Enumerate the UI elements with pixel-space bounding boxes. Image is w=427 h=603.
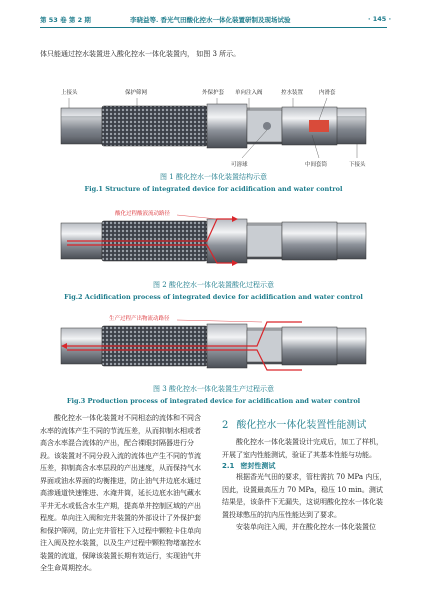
subsection-2-1-number: 2.1 (222, 462, 235, 470)
left-column-paragraph: 酸化控水一体化装置对不同相态的流体和不同含水率的流体产生不同的节流压差，从而抑制水相或者高含水率混合流体的产出，配合裸眼封隔器进行分段。该装置对不同分段入流的流体也产生不同的节流压差，抑制高含水率层段的产出速度，从而保持气水界面或油水界面的均衡推进，防止油气井边底水通过高渗通道快速锥进、水淹井筒，延长边底水油气藏水平井无水或低含水生产期，提高单井控制区域的产出程度。单向注入阀和完井装置的外部设计了外保护套和保护筛网，防止完井管柱下入过程中颗粒卡住单向注入阀及控水装置，以及生产过程中颗粒物堵塞控水装置的流道，保障该装置长期有效运行，实现油气井全生命周期控水。 (40, 414, 201, 572)
header-rule (40, 27, 387, 28)
section-2-heading (222, 416, 387, 431)
figure-2-diagram (57, 205, 370, 273)
fig1-label-dissolvable-ball: 可溶球 (231, 162, 248, 168)
fig1-label-water-control: 控水装置 (281, 90, 304, 96)
section-2-number: 2 (222, 420, 229, 431)
right-column (222, 412, 387, 534)
subsection-2-1-paragraph-1: 根据香光气田的要求，管柱需抗 70 MPa 内压，因此，设置最高压力 70 MPa，稳压 10 min。测试结果是，该条件下无漏失，这说明酸化控水一体化装置投球憋压的抗内压性能达到了要求。 (222, 473, 387, 519)
journal-volume: 第 53 卷 第 2 期 (40, 16, 91, 24)
section-2-intro: 酸化控水一体化装置设计完成后，加工了样机，开展了室内性能测试，验证了其基本性能与功能。 (222, 438, 383, 459)
figure-3-diagram (57, 310, 370, 378)
subsection-2-1-heading (222, 461, 387, 471)
fig1-label-screen: 保护筛网 (125, 90, 148, 96)
fig3-annotation: 生产过程产出物流动路径 (109, 316, 170, 322)
fig1-label-outer-sleeve: 外保护套 (202, 90, 225, 96)
figure-3-caption-en: Fig.3 Production process of integrated device for acidification and water control (66, 397, 361, 405)
page-header (0, 0, 427, 32)
running-title: 李晓益等. 香光气田酸化控水一体化装置研制及现场试验 (130, 16, 291, 24)
intro-paragraph: 体只能通过控水装置进入酸化控水一体化装置内， 如图 3 所示。 (40, 50, 241, 58)
fig1-label-bottom-sub: 下接头 (349, 162, 366, 168)
fig1-label-inner-sleeve: 内滑套 (319, 90, 336, 96)
fig2-annotation: 酸化过程酸液流动路径 (115, 211, 171, 217)
fig1-label-middle-sleeve: 中间套筒 (305, 162, 328, 168)
figure-1-diagram (57, 80, 370, 170)
page-number: · 145 · (368, 15, 392, 23)
fig1-label-top-sub: 上接头 (61, 90, 78, 96)
figure-2-caption-cn: 图 2 酸化控水一体化装置酸化过程示意 (153, 281, 274, 289)
figure-1-caption-cn: 图 1 酸化控水一体化装置结构示意 (160, 173, 267, 181)
fig1-label-check-valve: 单向注入阀 (235, 90, 263, 96)
section-2-title: 酸化控水一体化装置性能测试 (236, 420, 367, 431)
figure-3-caption-cn: 图 3 酸化控水一体化装置生产过程示意 (153, 385, 274, 393)
subsection-2-1-paragraph-2: 安装单向注入阀，并在酸化控水一体化装置位 (236, 523, 376, 531)
figure-1-caption-en: Fig.1 Structure of integrated device for acidification and water control (84, 185, 343, 193)
subsection-2-1-title: 密封性测试 (240, 462, 276, 470)
figure-2-caption-en: Fig.2 Acidification process of integrated device for acidification and water control (64, 293, 363, 301)
